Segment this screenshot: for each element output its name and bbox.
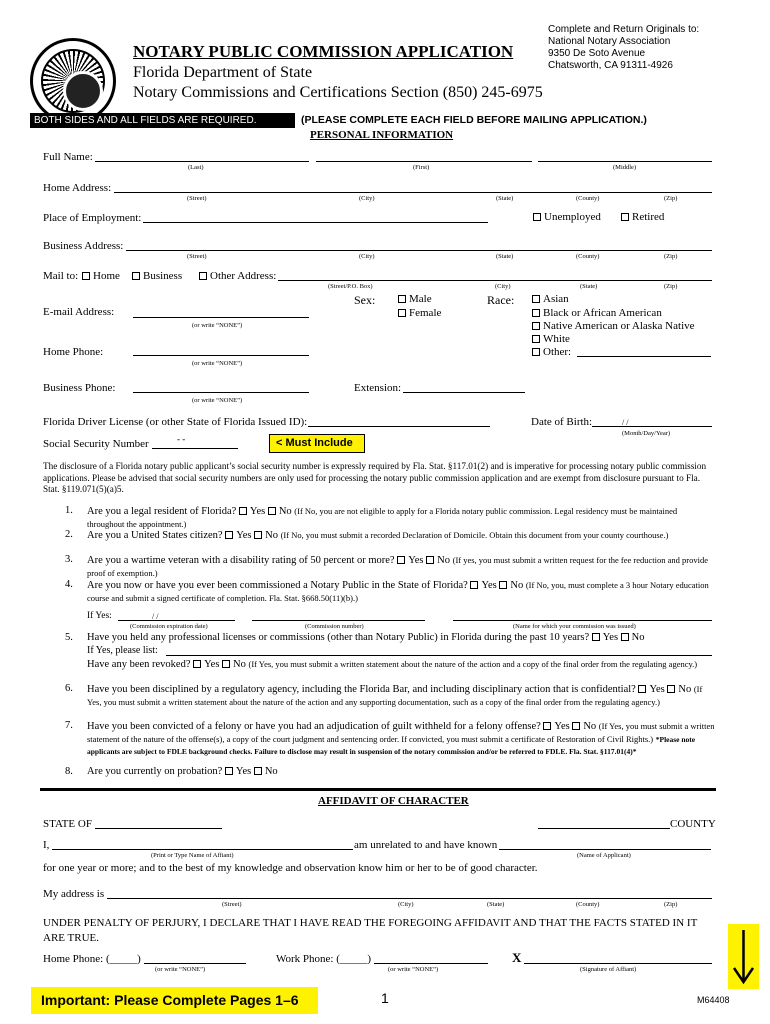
revoked-text: Have any been revoked? (87, 659, 191, 670)
ssn-disclosure-text: The disclosure of a Florida notary public applicant’s social security number is expressly required by Fla. Stat. §117.01(2) and is imperative for processing notary public commission applications. Please be advised that social security numbers are only used for processing the notary public commission application and are exempt from disclosure pursuant to Fla. Stat. §119.071(5)(a)5. (43, 461, 707, 494)
form-code: M64408 (697, 995, 730, 1005)
city-caption: (City) (495, 283, 511, 290)
mail-to-label: Mail to: (43, 270, 79, 282)
q1-yes-checkbox[interactable] (239, 507, 247, 515)
no-label: No (583, 721, 597, 732)
question-text: Have you been disciplined by a regulatory agency, including the Florida Bar, and including disciplinary action that is confidential? (87, 684, 636, 695)
question-note: (If Yes, you must submit a written statement about the nature of the action and any supporting documentation, such as a copy of the final order from the regulating agency.) (87, 684, 703, 707)
affiant-home-phone-label: Home Phone: (_____) (43, 953, 141, 965)
business-phone-field[interactable] (133, 392, 309, 393)
personal-heading: PERSONAL INFORMATION (310, 129, 454, 141)
q6-no-checkbox[interactable] (667, 685, 675, 693)
form-title: NOTARY PUBLIC COMMISSION APPLICATION (133, 42, 514, 61)
yes-label: Yes (481, 580, 497, 591)
question-1 (87, 505, 715, 531)
retired-label: Retired (632, 211, 665, 223)
extension-label: Extension: (354, 382, 402, 394)
other-race-label: Other: (543, 346, 572, 358)
retired-option[interactable] (621, 211, 664, 223)
race-other-option[interactable] (532, 346, 571, 358)
question-note: (If No, you are not eligible to apply for a Florida notary public commission. Legal residency must be maintained throughout the appointment.) (87, 506, 678, 529)
white-label: White (543, 333, 570, 345)
mail-other-checkbox[interactable] (199, 272, 207, 280)
other-race-checkbox[interactable] (532, 348, 540, 356)
dob-format-caption: (Month/Day/Year) (622, 430, 671, 437)
section-name: Notary Commissions and Certifications Section (850) 245-6975 (133, 84, 543, 101)
florida-state-seal (30, 38, 116, 124)
mail-business-option[interactable] (132, 270, 182, 282)
street-caption: (Street) (222, 901, 242, 908)
must-include-badge: < Must Include (269, 434, 365, 453)
down-arrow-icon (728, 924, 759, 989)
county-label: COUNTY (670, 818, 716, 830)
county-field[interactable] (538, 828, 670, 829)
sex-label: Sex: (354, 293, 376, 307)
q1-no-checkbox[interactable] (268, 507, 276, 515)
business-phone-none-caption: (or write “NONE”) (192, 397, 243, 404)
q4-commission-name-field[interactable] (453, 620, 712, 621)
mail-business-label: Business (143, 270, 183, 282)
mail-other-label: Other Address: (210, 270, 277, 282)
question-note: (If No, you must submit a recorded Declaration of Domicile. Obtain this document from your county courthouse.) (280, 530, 669, 540)
state-of-label: STATE OF (43, 818, 92, 830)
street-po-caption: (Street/P.O. Box) (328, 283, 373, 290)
q2-yes-checkbox[interactable] (225, 531, 233, 539)
affiant-home-phone-field[interactable] (144, 963, 246, 964)
street-caption: (Street) (187, 195, 207, 202)
question-number: 3. (65, 554, 73, 565)
zip-caption: (Zip) (664, 195, 678, 202)
full-name-label: Full Name: (43, 151, 93, 163)
fdle-note: *Please note applicants are subject to FDLE background checks. Failure to disclose may result in suspension of the notary commission and/or be referred to FDLE. Fla. Stat. §117.01(4)* (87, 735, 696, 756)
question-number: 6. (65, 683, 73, 694)
retired-checkbox[interactable] (621, 213, 629, 221)
affiant-name-field[interactable] (52, 849, 353, 850)
question-number: 7. (65, 720, 73, 731)
dob-slashes: / / (622, 418, 629, 427)
q5-list-field[interactable] (166, 655, 712, 656)
no-label: No (437, 555, 450, 566)
black-checkbox[interactable] (532, 309, 540, 317)
home-phone-none-caption: (or write “NONE”) (155, 966, 206, 973)
question-number: 5. (65, 632, 73, 643)
yes-label: Yes (602, 632, 619, 643)
question-3 (87, 554, 715, 580)
q4-if-yes-label: If Yes: (87, 611, 112, 621)
print-name-caption: (Print or Type Name of Affiant) (151, 852, 234, 859)
mail-home-label: Home (93, 270, 120, 282)
question-text: Are you a legal resident of Florida? (87, 506, 237, 517)
first-caption: (First) (413, 164, 430, 171)
question-text: Are you a wartime veteran with a disability rating of 50 percent or more? (87, 555, 395, 566)
native-checkbox[interactable] (532, 322, 540, 330)
question-text: Are you a United States citizen? (87, 530, 223, 541)
question-text: Are you now or have you ever been commissioned a Notary Public in the State of Florida? (87, 580, 468, 591)
employment-field[interactable] (143, 222, 488, 223)
unemployed-checkbox[interactable] (533, 213, 541, 221)
middle-caption: (Middle) (613, 164, 637, 171)
state-of-field[interactable] (95, 828, 222, 829)
yes-label: Yes (236, 530, 252, 541)
return-line: Chatsworth, CA 91311-4926 (548, 60, 673, 71)
county-caption: (County) (576, 253, 600, 260)
city-caption: (City) (398, 901, 414, 908)
q5-list-label: If Yes, please list: (87, 645, 158, 656)
q7-no-checkbox[interactable] (572, 722, 580, 730)
dob-field[interactable] (592, 426, 712, 427)
female-option[interactable] (398, 307, 441, 319)
one-year-text: for one year or more; and to the best of my knowledge and observation know him or her to be of good character. (43, 862, 538, 874)
question-5 (87, 632, 727, 644)
asian-checkbox[interactable] (532, 295, 540, 303)
yes-label: Yes (235, 766, 252, 777)
affiant-work-phone-label: Work Phone: (_____) (276, 953, 372, 965)
signature-caption: (Signature of Affiant) (580, 966, 637, 973)
question-note: (If No, you, must complete a 3 hour Notary education course and submit a signed certificate of completion. Fla. Stat. §668.50(11)(b).) (87, 580, 709, 603)
female-label: Female (409, 307, 442, 319)
city-caption: (City) (359, 195, 375, 202)
return-line: 9350 De Soto Avenue (548, 48, 646, 59)
home-address-label: Home Address: (43, 182, 112, 194)
no-label: No (678, 684, 692, 695)
no-label: No (631, 632, 645, 643)
ssn-dashes: - - (177, 434, 186, 444)
i-label: I, (43, 839, 50, 851)
signature-x: X (512, 950, 522, 965)
state-caption: (State) (496, 253, 514, 260)
business-phone-label: Business Phone: (43, 382, 116, 394)
complete-note: (PLEASE COMPLETE EACH FIELD BEFORE MAILING APPLICATION.) (301, 114, 647, 126)
race-white-option[interactable] (532, 333, 570, 345)
ssn-label: Social Security Number (43, 438, 149, 450)
q5-revoked (87, 658, 715, 671)
email-field[interactable] (133, 317, 309, 318)
home-phone-none-caption: (or write “NONE”) (192, 360, 243, 367)
male-checkbox[interactable] (398, 295, 406, 303)
male-label: Male (409, 293, 432, 305)
unemployed-option[interactable] (533, 211, 601, 223)
signature-field[interactable] (524, 963, 712, 964)
q5-revoked-no-checkbox[interactable] (222, 660, 230, 668)
race-black-option[interactable] (532, 307, 662, 319)
q5-yes-checkbox[interactable] (592, 633, 600, 641)
q5-no-checkbox[interactable] (621, 633, 629, 641)
no-label: No (264, 766, 278, 777)
male-option[interactable] (398, 293, 432, 305)
other-race-field[interactable] (577, 356, 711, 357)
complete-pages-banner: Important: Please Complete Pages 1–6 (31, 987, 318, 1014)
affiant-work-phone-field[interactable] (374, 963, 488, 964)
other-address-field[interactable] (278, 280, 712, 281)
yes-label: Yes (204, 659, 220, 670)
no-label: No (510, 580, 524, 591)
mail-other-option[interactable] (199, 270, 276, 282)
business-address-label: Business Address: (43, 240, 124, 252)
my-address-label: My address is (43, 888, 105, 900)
extension-field[interactable] (403, 392, 525, 393)
business-address-field[interactable] (126, 250, 712, 251)
license-field[interactable] (308, 426, 490, 427)
affidavit-heading: AFFIDAVIT OF CHARACTER (318, 795, 469, 807)
return-line: National Notary Association (548, 36, 671, 47)
county-caption: (County) (576, 901, 600, 908)
yes-label: Yes (408, 555, 424, 566)
question-8 (87, 766, 715, 778)
no-label: No (278, 506, 292, 517)
middle-name-field[interactable] (538, 161, 712, 162)
question-note: (If Yes, you must submit a written statement of the nature of the offense(s), a copy of the court judgment and sentencing order. If convicted, you must submit a certificate of Restoration of Civil Rights.) (87, 721, 715, 744)
black-label: Black or African American (543, 307, 662, 319)
q4-no-checkbox[interactable] (499, 581, 507, 589)
zip-caption: (Zip) (664, 901, 678, 908)
affiant-address-field[interactable] (107, 898, 712, 899)
question-6 (87, 683, 715, 709)
section-divider (40, 788, 716, 791)
q5-revoked-yes-checkbox[interactable] (193, 660, 201, 668)
home-phone-field[interactable] (133, 355, 309, 356)
unemployed-label: Unemployed (544, 211, 601, 223)
question-number: 8. (65, 766, 73, 777)
question-text: Are you currently on probation? (87, 766, 223, 777)
native-label: Native American or Alaska Native (543, 320, 695, 332)
state-caption: (State) (487, 901, 505, 908)
street-caption: (Street) (187, 253, 207, 260)
required-banner: BOTH SIDES AND ALL FIELDS ARE REQUIRED. (30, 113, 295, 128)
no-label: No (265, 530, 278, 541)
zip-caption: (Zip) (664, 283, 678, 290)
q3-yes-checkbox[interactable] (397, 556, 405, 564)
race-label: Race: (487, 293, 515, 307)
dob-label: Date of Birth: (531, 416, 593, 428)
page-number: 1 (381, 990, 389, 1006)
first-name-field[interactable] (316, 161, 532, 162)
home-phone-label: Home Phone: (43, 346, 104, 358)
question-2 (87, 529, 715, 542)
mail-business-checkbox[interactable] (132, 272, 140, 280)
state-caption: (State) (496, 195, 514, 202)
state-caption: (State) (580, 283, 598, 290)
q4-name-caption: (Name for which your commission was issued) (513, 623, 636, 630)
q4-yes-checkbox[interactable] (470, 581, 478, 589)
city-caption: (City) (359, 253, 375, 260)
question-note: (If yes, you must submit a written request for the fee reduction and provide proof of exemption.) (87, 555, 709, 578)
revoked-note: (If Yes, you must submit a written statement about the nature of the action and a copy of the final order from the regulating agency.) (248, 659, 698, 669)
q4-slashes: / / (152, 612, 159, 621)
work-phone-none-caption: (or write “NONE”) (388, 966, 439, 973)
yes-label: Yes (554, 721, 570, 732)
q8-no-checkbox[interactable] (254, 767, 262, 775)
question-number: 2. (65, 529, 73, 540)
employment-label: Place of Employment: (43, 212, 142, 224)
q3-no-checkbox[interactable] (426, 556, 434, 564)
question-4 (87, 579, 715, 605)
return-address (548, 24, 699, 72)
question-number: 1. (65, 505, 73, 516)
return-line: Complete and Return Originals to: (548, 24, 700, 35)
question-text: Have you been convicted of a felony or have you had an adjudication of guilt withheld for a felony offense? (87, 721, 541, 732)
question-7 (87, 720, 715, 758)
zip-caption: (Zip) (664, 253, 678, 260)
department-name: Florida Department of State (133, 64, 313, 81)
no-label: No (233, 659, 246, 670)
mail-home-checkbox[interactable] (82, 272, 90, 280)
race-native-option[interactable] (532, 320, 695, 332)
race-asian-option[interactable] (532, 293, 569, 305)
asian-label: Asian (543, 293, 569, 305)
q4-expiration-field[interactable] (118, 620, 235, 621)
home-address-field[interactable] (114, 192, 712, 193)
q6-yes-checkbox[interactable] (638, 685, 646, 693)
q4-num-caption: (Commission number) (305, 623, 364, 630)
unrelated-text: am unrelated to and have known (354, 839, 498, 851)
last-caption: (Last) (188, 164, 204, 171)
applicant-name-field[interactable] (499, 849, 711, 850)
applicant-caption: (Name of Applicant) (577, 852, 631, 859)
mail-home-option[interactable] (82, 270, 120, 282)
q2-no-checkbox[interactable] (254, 531, 262, 539)
q4-exp-caption: (Commission expiration date) (130, 623, 208, 630)
last-name-field[interactable] (95, 161, 309, 162)
ssn-field[interactable] (152, 448, 238, 449)
question-text: Have you held any professional licenses or commissions (other than Notary Public) in Florida during the past 10 years? (87, 632, 590, 643)
email-label: E-mail Address: (43, 306, 115, 318)
q8-yes-checkbox[interactable] (225, 767, 233, 775)
q7-yes-checkbox[interactable] (543, 722, 551, 730)
white-checkbox[interactable] (532, 335, 540, 343)
continue-arrow-box (728, 924, 759, 989)
county-caption: (County) (576, 195, 600, 202)
license-label: Florida Driver License (or other State of Florida Issued ID): (43, 416, 308, 428)
yes-label: Yes (249, 506, 266, 517)
question-number: 4. (65, 579, 73, 590)
yes-label: Yes (649, 684, 665, 695)
female-checkbox[interactable] (398, 309, 406, 317)
q4-commission-number-field[interactable] (252, 620, 425, 621)
perjury-statement: UNDER PENALTY OF PERJURY, I DECLARE THAT I HAVE READ THE FOREGOING AFFIDAVIT AND THAT THE FACTS STATED IN IT ARE TRUE. (43, 917, 698, 944)
email-none-caption: (or write “NONE”) (192, 322, 243, 329)
